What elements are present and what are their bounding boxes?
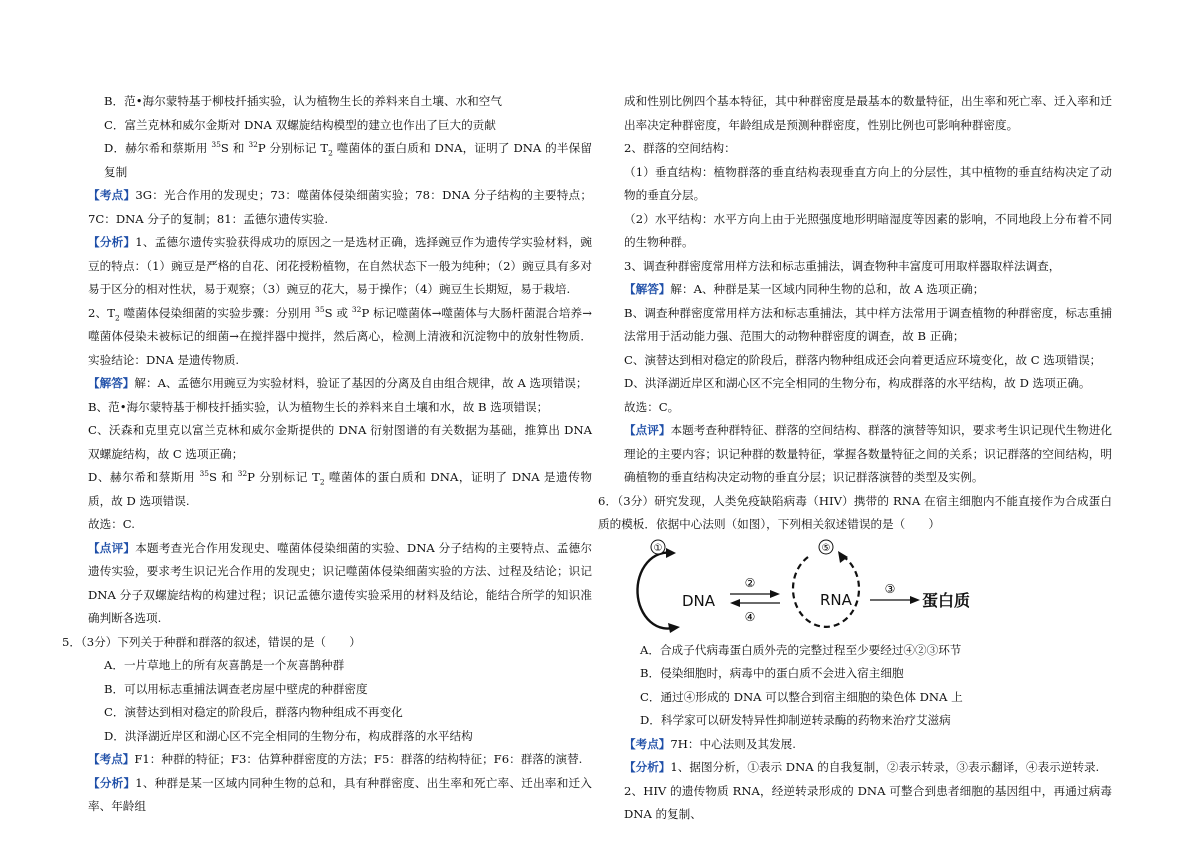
section-label: 【考点】: [624, 736, 671, 751]
label-3: ③: [884, 581, 896, 596]
paragraph: [88, 654, 592, 678]
paragraph-text: 本题考查种群特征、群落的空间结构、群落的演替等知识，要求考生识记现代生物进化理论的主要内容；识记种群的数量特征，掌握各数量特征之间的关系；识记群落的空间结构，明确植物的垂直结构决定动物的垂直分层；识记群落演替的类型及实例。: [624, 423, 1112, 484]
paragraph: [624, 90, 1112, 137]
section-label: 【考点】: [88, 188, 136, 202]
label-2: ②: [744, 575, 756, 590]
paragraph: [624, 662, 1112, 686]
paragraph-text: B．范•海尔蒙特基于柳枝扦插实验，认为植物生长的养料来自土壤、水和空气: [104, 94, 502, 108]
paragraph-text: 5．（3分）下列关于种群和群落的叙述，错误的是（ ）: [62, 634, 361, 649]
right-bottom-text: [624, 639, 1112, 827]
paragraph: [88, 90, 592, 114]
label-5: ⑤: [821, 542, 831, 554]
paragraph-text: D、洪泽湖近岸区和湖心区不完全相同的生物分布，构成群落的水平结构，故 D 选项正确。: [624, 376, 1091, 390]
paragraph-text: （2）水平结构：水平方向上由于光照强度地形明暗湿度等因素的影响，不同地段上分布着不同的生物种群。: [624, 211, 1112, 249]
paragraph-text: F1：种群的特征；F3：估算种群密度的方法；F5：群落的结构特征；F6：群落的演替.: [134, 752, 583, 766]
paragraph-text: 故选：C。: [624, 399, 680, 414]
paragraph: [88, 537, 592, 631]
paragraph: [624, 137, 1112, 161]
paragraph: [88, 419, 592, 466]
paragraph-text: C．演替达到相对稳定的阶段后，群落内物种组成不再变化: [104, 705, 403, 719]
section-label: 【点评】: [624, 423, 671, 437]
paragraph-text: 2、$T_2$ 噬菌体侵染细菌的实验步骤：分别用 $^{35}$S 或 $^{32}$P 标记噬菌体→噬菌体与大肠杆菌混合培养→噬菌体侵染未被标记的细菌→在搅拌器中搅拌，然后离心，检测上清液和沉淀物中的放射性物质．实验结论：DNA 是遗传物质.: [88, 304, 593, 367]
paragraph: [88, 466, 592, 513]
paragraph-text: 1、孟德尔遗传实验获得成功的原因之一是选材正确，选择豌豆作为遗传学实验材料，豌豆的特点：（1）豌豆是严格的自花、闭花授粉植物，在自然状态下一般为纯种；（2）豌豆具有多对易于区分的相对性状，易于观察；（3）豌豆的花大，易于操作；（4）豌豆生长期短，易于栽培.: [88, 235, 592, 296]
rna-label: RNA: [820, 590, 852, 609]
replication-arrow: [637, 552, 676, 628]
section-label: 【考点】: [88, 752, 135, 766]
paragraph: [624, 686, 1112, 710]
paragraph-text: D．赫尔希和蔡斯用 $^{35}$S 和 $^{32}$P 分别标记 $T_2$ 噬菌体的蛋白质和 DNA，证明了 DNA 的半保留复制: [104, 140, 593, 179]
section-label: 【点评】: [88, 540, 136, 555]
protein-label: 蛋白质: [922, 590, 971, 610]
paragraph-text: 1、种群是某一区域内同种生物的总和，具有种群密度、出生率和死亡率、迁出率和迁入率、年龄组: [88, 775, 592, 813]
paragraph: [624, 208, 1112, 255]
paragraph-text: B．可以用标志重捕法调查老房屋中壁虎的种群密度: [104, 681, 368, 696]
paragraph: [624, 396, 1112, 420]
paragraph-text: A．合成子代病毒蛋白质外壳的完整过程至少要经过④②③环节: [640, 642, 962, 657]
paragraph-text: 3、调查种群密度常用样方法和标志重捕法，调查物种丰富度可用取样器取样法调查，: [624, 258, 1061, 273]
paragraph: [88, 678, 592, 702]
paragraph: [624, 709, 1112, 733]
paragraph: [88, 302, 592, 373]
paragraph: [88, 114, 592, 138]
paragraph: [88, 701, 592, 725]
left-column: [62, 90, 593, 819]
paragraph: [624, 255, 1112, 279]
central-dogma-diagram: [624, 539, 974, 637]
paragraph-text: C．通过④形成的 DNA 可以整合到宿主细胞的染色体 DNA 上: [640, 689, 963, 704]
paragraph: [624, 419, 1112, 490]
paragraph: [624, 780, 1112, 827]
paragraph: [88, 231, 592, 302]
paragraph-text: A．一片草地上的所有灰喜鹊是一个灰喜鹊种群: [104, 658, 345, 672]
central-dogma-svg: [624, 539, 974, 637]
right-column: [598, 90, 1112, 827]
paragraph: [624, 161, 1112, 208]
paragraph-text: 1、据图分析，①表示 DNA 的自我复制，②表示转录，③表示翻译，④表示逆转录.: [670, 760, 1100, 774]
paragraph: [624, 733, 1112, 757]
paragraph-text: 2、群落的空间结构：: [624, 141, 736, 155]
paragraph: [88, 725, 592, 749]
paragraph: [624, 639, 1112, 663]
paragraph-text: （1）垂直结构：植物群落的垂直结构表现垂直方向上的分层性，其中植物的垂直结构决定了动物的垂直分层。: [624, 164, 1112, 202]
right-top-text: [598, 90, 1112, 537]
paragraph-text: 7H：中心法则及其发展.: [670, 736, 796, 751]
section-label: 【分析】: [88, 235, 136, 249]
section-label: 【分析】: [88, 775, 136, 790]
paragraph: [62, 631, 592, 655]
paragraph: [598, 490, 1112, 537]
section-label: 【分析】: [624, 760, 671, 774]
section-label: 【解答】: [88, 376, 135, 390]
paragraph-text: 3G：光合作用的发现史；73：噬菌体侵染细菌实验；78：DNA 分子结构的主要特点；7C：DNA 分子的复制；81：孟德尔遗传实验.: [88, 188, 592, 226]
paragraph-text: B、范•海尔蒙特基于柳枝扦插实验，认为植物生长的养料来自土壤和水，故 B 选项错误；: [88, 399, 549, 414]
paragraph-text: D．洪泽湖近岸区和湖心区不完全相同的生物分布，构成群落的水平结构: [104, 728, 473, 743]
paragraph-text: D、赫尔希和蔡斯用 $^{35}$S 和 $^{32}$P 分别标记 $T_2$ 噬菌体的蛋白质和 DNA，证明了 DNA 是遗传物质，故 D 选项错误.: [88, 469, 592, 508]
paragraph: [88, 137, 592, 184]
paragraph-text: C、演替达到相对稳定的阶段后，群落内物种组成还会向着更适应环境变化，故 C 选项错误；: [624, 352, 1102, 367]
label-4: ④: [744, 609, 756, 624]
paragraph: [88, 184, 592, 231]
paragraph: [624, 302, 1112, 349]
paragraph-text: 6．（3分）研究发现，人类免疫缺陷病毒（HIV）携带的 RNA 在宿主细胞内不能直接作为合成蛋白质的模板．依据中心法则（如图），下列相关叙述错误的是（ ）: [598, 493, 1112, 531]
paragraph-text: D．科学家可以研发特异性抑制逆转录酶的药物来治疗艾滋病: [640, 713, 951, 727]
paragraph: [88, 396, 592, 420]
paragraph-text: 本题考查光合作用发现史、噬菌体侵染细菌的实验、DNA 分子结构的主要特点、孟德尔遗传实验，要求考生识记光合作用的发现史；识记噬菌体侵染细菌实验的方法、过程及结论；识记 DNA 分子双螺旋结构的构建过程；识记孟德尔遗传实验采用的材料及结论，能结合所学的知识准确判断各选项.: [88, 540, 592, 625]
label-1: ①: [653, 542, 663, 554]
paragraph: [88, 513, 592, 537]
paragraph-text: C、沃森和克里克以富兰克林和威尔金斯提供的 DNA 衍射图谱的有关数据为基础，推算出 DNA 双螺旋结构，故 C 选项正确；: [88, 423, 592, 461]
paragraph: [624, 756, 1112, 780]
paragraph-text: C．富兰克林和威尔金斯对 DNA 双螺旋结构模型的建立也作出了巨大的贡献: [104, 117, 496, 132]
paragraph-text: 解：A、孟德尔用豌豆为实验材料，验证了基因的分离及自由组合规律，故 A 选项错误；: [134, 376, 588, 390]
paragraph: [624, 278, 1112, 302]
paragraph-text: B、调查种群密度常用样方法和标志重捕法，其中样方法常用于调查植物的种群密度，标志重捕法常用于活动能力强、范围大的动物种群密度的调查，故 B 正确；: [624, 305, 1112, 343]
paragraph-text: B．侵染细胞时，病毒中的蛋白质不会进入宿主细胞: [640, 666, 904, 680]
dna-label: DNA: [682, 591, 716, 610]
paragraph-text: 故选：C.: [88, 517, 135, 531]
paragraph: [624, 349, 1112, 373]
section-label: 【解答】: [624, 282, 671, 296]
paragraph-text: 解：A、种群是某一区域内同种生物的总和，故 A 选项正确；: [670, 282, 985, 296]
paragraph: [624, 372, 1112, 396]
paragraph: [88, 772, 592, 819]
paragraph: [88, 748, 592, 772]
paragraph-text: 2、HIV 的遗传物质 RNA，经逆转录形成的 DNA 可整合到患者细胞的基因组中，再通过病毒 DNA 的复制、: [624, 783, 1112, 821]
paragraph-text: 成和性别比例四个基本特征，其中种群密度是最基本的数量特征，出生率和死亡率、迁入率和迁出率决定种群密度，年龄组成是预测种群密度，性别比例也可影响种群密度。: [624, 94, 1112, 132]
paragraph: [88, 372, 592, 396]
